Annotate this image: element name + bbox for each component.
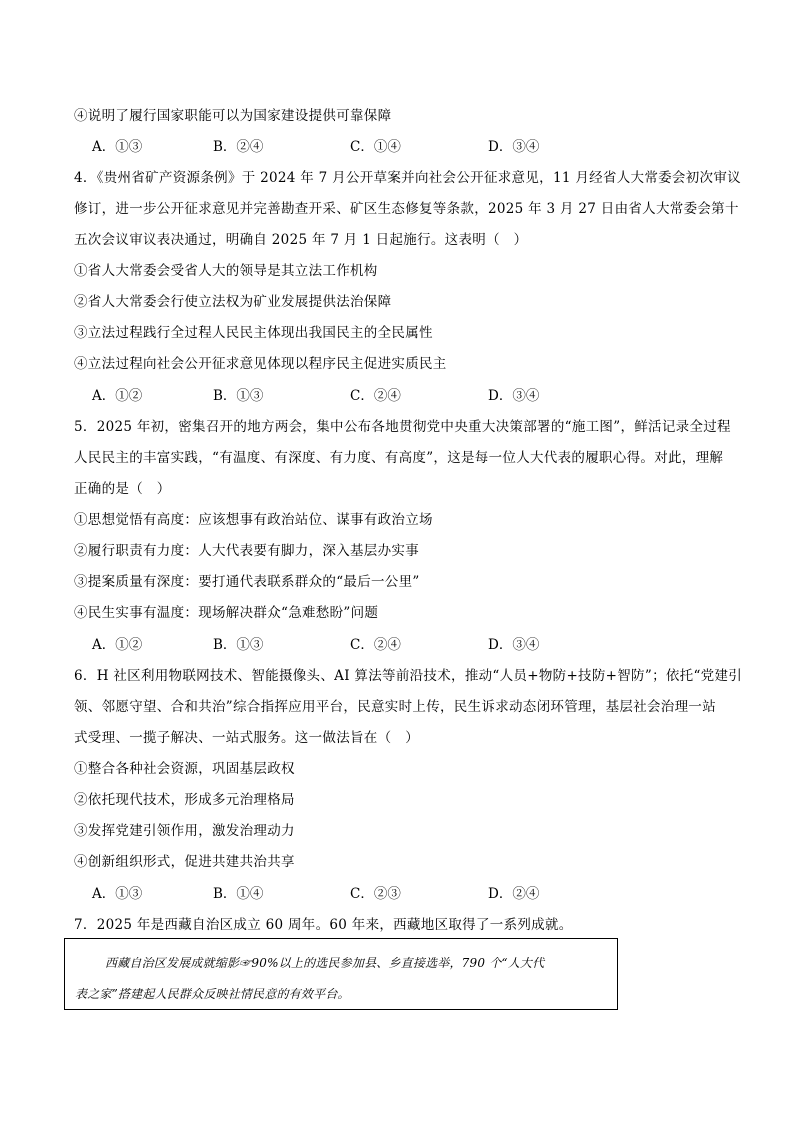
q3-option-d[interactable]: D．③④ [488, 139, 540, 155]
q3-statement-4: ④说明了履行国家职能可以为国家建设提供可靠保障 [74, 108, 392, 124]
q6-option-d[interactable]: D．②④ [488, 886, 540, 902]
q5-option-b[interactable]: B．①③ [213, 637, 264, 653]
q4-stem-line-1: 4．《贵州省矿产资源条例》于 2024 年 7 月公开草案并向社会公开征求意见，11 月经省人大常委会初次审议 [74, 170, 741, 186]
q4-option-d[interactable]: D．③④ [488, 388, 540, 404]
q6-statement-2: ②依托现代技术，形成多元治理格局 [74, 792, 295, 808]
q4-option-a[interactable]: A．①② [92, 388, 143, 404]
q3-option-a[interactable]: A．①③ [92, 139, 143, 155]
q5-option-a[interactable]: A．①② [92, 637, 143, 653]
q4-statement-3: ③立法过程践行全过程人民民主体现出我国民主的全民属性 [74, 325, 433, 341]
q7-material-box [64, 938, 618, 1010]
q7-material-line-1: 西藏自治区发展成就缩影☞90%以上的选民参加县、乡直接选举，790 个“人大代 [105, 956, 545, 970]
q4-stem-line-2: 修订，进一步公开征求意见并完善勘查开采、矿区生态修复等条款，2025 年 3 月 27 日由省人大常委会第十 [74, 201, 739, 217]
q6-option-c[interactable]: C．②③ [350, 886, 401, 902]
q6-stem-line-1: 6．H 社区利用物联网技术、智能摄像头、AI 算法等前沿技术，推动“人员+物防+技防+智防”；依托“党建引 [74, 668, 743, 684]
q5-stem-line-1: 5．2025 年初，密集召开的地方两会，集中公布各地贯彻党中央重大决策部署的“施工图”，鲜活记录全过程 [74, 419, 731, 435]
q3-option-c[interactable]: C．①④ [350, 139, 401, 155]
q5-option-c[interactable]: C．②④ [350, 637, 401, 653]
q5-stem-line-3: 正确的是（ ） [74, 481, 171, 497]
q3-option-b[interactable]: B．②④ [213, 139, 264, 155]
q4-option-c[interactable]: C．②④ [350, 388, 401, 404]
q6-statement-4: ④创新组织形式，促进共建共治共享 [74, 854, 295, 870]
q6-option-a[interactable]: A．①③ [92, 886, 143, 902]
q5-option-d[interactable]: D．③④ [488, 637, 540, 653]
q6-statement-3: ③发挥党建引领作用，激发治理动力 [74, 823, 295, 839]
q6-statement-1: ①整合各种社会资源，巩固基层政权 [74, 761, 295, 777]
q7-material-line-2: 表之家”搭建起人民群众反映社情民意的有效平台。 [75, 987, 350, 1001]
q7-stem: 7．2025 年是西藏自治区成立 60 周年。60 年来，西藏地区取得了一系列成就。 [74, 917, 573, 933]
q5-statement-4: ④民生实事有温度：现场解决群众“急难愁盼”问题 [74, 605, 379, 621]
q4-statement-2: ②省人大常委会行使立法权为矿业发展提供法治保障 [74, 294, 392, 310]
q4-stem-line-3: 五次会议审议表决通过，明确自 2025 年 7 月 1 日起施行。这表明（ ） [74, 232, 528, 248]
q6-option-b[interactable]: B．①④ [213, 886, 264, 902]
q4-statement-4: ④立法过程向社会公开征求意见体现以程序民主促进实质民主 [74, 356, 447, 372]
q6-stem-line-2: 领、邻愿守望、合和共治”综合指挥应用平台，民意实时上传，民生诉求动态闭环管理，基层社会治理一站 [74, 699, 716, 715]
q6-stem-line-3: 式受理、一揽子解决、一站式服务。这一做法旨在（ ） [74, 730, 419, 746]
q5-statement-2: ②履行职责有力度：人大代表要有脚力，深入基层办实事 [74, 543, 419, 559]
q4-statement-1: ①省人大常委会受省人大的领导是其立法工作机构 [74, 263, 378, 279]
q5-statement-3: ③提案质量有深度：要打通代表联系群众的“最后一公里” [74, 574, 420, 590]
q5-statement-1: ①思想觉悟有高度：应该想事有政治站位、谋事有政治立场 [74, 512, 433, 528]
q5-stem-line-2: 人民民主的丰富实践，“有温度、有深度、有力度、有高度”，这是每一位人大代表的履职心得。对此，理解 [74, 450, 724, 466]
q4-option-b[interactable]: B．①③ [213, 388, 264, 404]
